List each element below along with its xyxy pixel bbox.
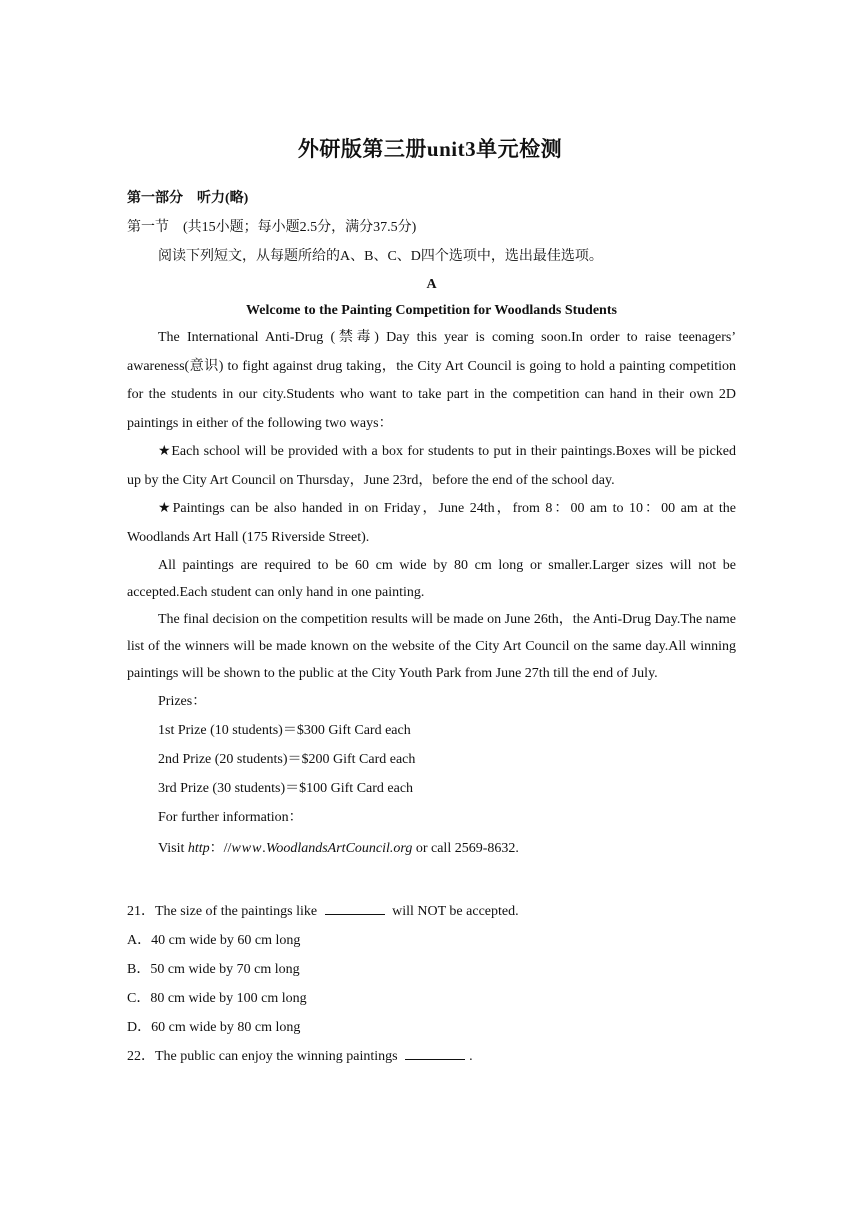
question-22-text: 22．The public can enjoy the winning paintings: [127, 1049, 402, 1064]
passage-paragraph-2: All paintings are required to be 60 cm wide by 80 cm long or smaller.Larger sizes will not be accepted.Each student can only hand in one painting.: [127, 558, 736, 600]
section-heading: 第一节 (共15小题；每小题2.5分，满分37.5分): [127, 220, 417, 235]
passage-bullet-2: ★Paintings can be also handed in on Friday，June 24th，from 8：00 am to 10：00 am at the Woodlands Art Hall (175 Riverside Street).: [127, 501, 736, 545]
url-domain: .WoodlandsArtCouncil.org: [262, 841, 413, 856]
prize-item-3: 3rd Prize (30 students)＝$100 Gift Card each: [158, 781, 414, 796]
url-scheme: http: [187, 841, 210, 856]
question-21-text: 21．The size of the paintings like: [127, 904, 321, 919]
further-info-label: For further information：: [158, 810, 303, 825]
spacer: [127, 866, 736, 897]
visit-prefix: Visit: [158, 841, 188, 856]
prizes-label: Prizes：: [158, 694, 207, 709]
passage-paragraph-1: The International Anti-Drug (禁毒) Day this year is coming soon.In order to raise teenagers’ awareness(意识) to fight against drug taking，the City Art Council is going to hold a painting competition for the students in our city.Students who want to take part in the competition can hand in their own 2D paintings in either of the following two ways：: [127, 330, 736, 431]
prize-item-2: 2nd Prize (20 students)＝$200 Gift Card each: [158, 752, 416, 767]
passage-title: Welcome to the Painting Competition for Woodlands Students: [246, 303, 617, 318]
option-a: A．40 cm wide by 60 cm long: [127, 933, 301, 948]
document-body: [127, 184, 736, 1071]
url-www: www: [231, 841, 263, 856]
answer-blank: [325, 900, 385, 915]
visit-suffix: or call 2569-8632.: [412, 841, 519, 856]
instruction-text: 阅读下列短文，从每题所给的A、B、C、D四个选项中，选出最佳选项。: [158, 249, 603, 264]
option-b: B．50 cm wide by 70 cm long: [127, 962, 300, 977]
question-22-stem: [127, 1042, 736, 1071]
prize-item-1: 1st Prize (10 students)＝$300 Gift Card each: [158, 723, 411, 738]
answer-blank: [405, 1045, 465, 1060]
url-separator: ：//: [209, 841, 232, 856]
question-21-stem: [127, 897, 736, 926]
question-22-text-end: .: [469, 1049, 473, 1064]
option-c: C．80 cm wide by 100 cm long: [127, 991, 307, 1006]
question-21-text-end: will NOT be accepted.: [388, 904, 519, 919]
part-heading: 第一部分 听力(略): [127, 191, 249, 206]
passage-paragraph-3: The final decision on the competition results will be made on June 26th，the Anti-Drug Day.The name list of the winners will be made known on the website of the City Art Council on the same day.All winning paintings will be shown to the public at the City Youth Park from June 27th till the end of July.: [127, 612, 736, 681]
option-d: D．60 cm wide by 80 cm long: [127, 1020, 301, 1035]
document-title: 外研版第三册unit3单元检测: [297, 137, 563, 161]
contact-line: [127, 832, 736, 866]
passage-bullet-1: ★Each school will be provided with a box for students to put in their paintings.Boxes will be picked up by the City Art Council on Thursday，June 23rd，before the end of the school day.: [127, 444, 736, 488]
passage-label: A: [426, 277, 437, 292]
